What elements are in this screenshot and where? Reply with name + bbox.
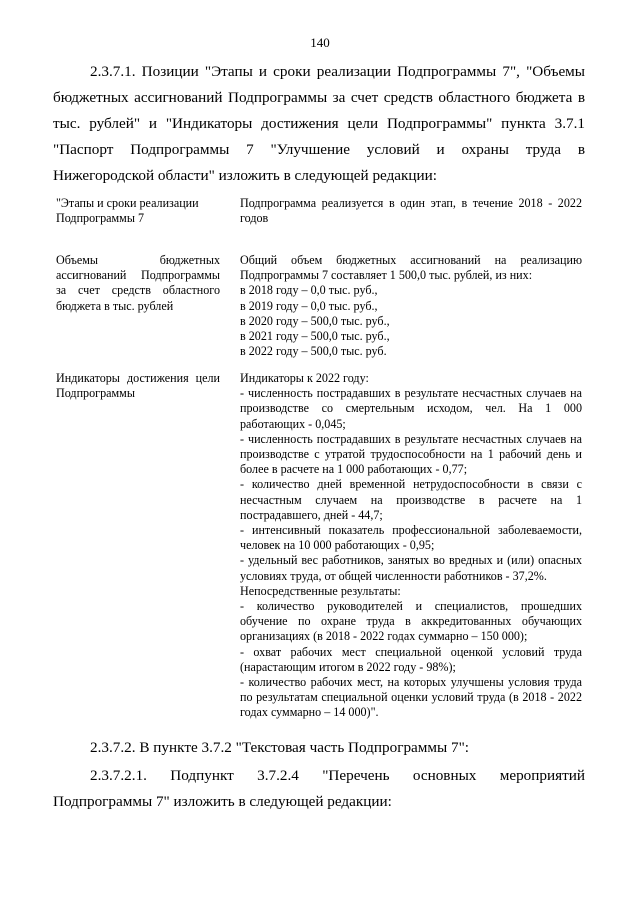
result-item: - охват рабочих мест специальной оценкой условий труда (нарастающим итогом в 2022 году - 98%);	[240, 644, 582, 674]
page-number: 140	[310, 35, 330, 50]
budget-year: в 2018 году – 0,0 тыс. руб.,	[240, 283, 378, 298]
indicator-item: - интенсивный показатель профессиональной заболеваемости, человек на 10 000 работающих - 0,95;	[240, 523, 582, 553]
indicator-item: - удельный вес работников, занятых во вредных и (или) опасных условиях труда, от общей численности работников - 37,2%.	[240, 553, 582, 583]
budget-year: в 2022 году – 500,0 тыс. руб.	[240, 344, 387, 359]
stages-label: "Этапы и сроки реализации Подпрограммы 7	[56, 196, 199, 226]
budget-year: в 2021 году – 500,0 тыс. руб.,	[240, 329, 390, 344]
passport-table	[56, 196, 582, 730]
intro-paragraph: 2.3.7.1. Позиции "Этапы и сроки реализации Подпрограммы 7", "Объемы бюджетных ассигнований Подпрограммы за счет средств областного бюджета в тыс. рублей" и "Индикаторы достижения цели Подпрограммы" пункта 3.7.1 "Паспорт Подпрограммы 7 "Улучшение условий и охраны труда в Нижегородской области" изложить в следующей редакции:	[53, 63, 585, 184]
indicators-heading: Индикаторы к 2022 году:	[240, 371, 369, 385]
subpoint-paragraph: 2.3.7.2.1. Подпункт 3.7.2.4 "Перечень основных мероприятий Подпрограммы 7" изложить в следующей редакции:	[53, 767, 585, 810]
stages-text: Подпрограмма реализуется в один этап, в течение 2018 - 2022 годов	[240, 196, 582, 226]
indicators-label: Индикаторы достижения цели Подпрограммы	[56, 371, 220, 401]
budget-label: Объемы бюджетных ассигнований Подпрограммы за счет средств областного бюджета в тыс. рублей	[56, 253, 220, 313]
results-heading: Непосредственные результаты:	[240, 583, 401, 598]
passport-row-indicators	[56, 371, 582, 721]
indicator-item: - численность пострадавших в результате несчастных случаев на производстве со смертельным исходом, чел. На 1 000 работающих - 0,045;	[240, 386, 582, 431]
indicator-item: - количество дней временной нетрудоспособности в связи с несчастным случаем на производстве в расчете на 1 пострадавшего, дней - 44,7;	[240, 477, 582, 522]
indicator-item: - численность пострадавших в результате несчастных случаев на производстве с утратой трудоспособности на 1 рабочий день и более в расчете на 1 000 работающих - 0,77;	[240, 431, 582, 477]
subsection-paragraph: 2.3.7.2. В пункте 3.7.2 "Текстовая часть Подпрограммы 7":	[90, 739, 470, 756]
indicators-content	[240, 371, 582, 721]
budget-year: в 2020 году – 500,0 тыс. руб.,	[240, 313, 390, 328]
budget-year: в 2019 году – 0,0 тыс. руб.,	[240, 298, 378, 313]
result-item: - количество руководителей и специалистов, прошедших обучение по охране труда в аккредитованных обучающих организациях (в 2018 - 2022 годах суммарно – 150 000);	[240, 599, 582, 644]
result-item: - количество рабочих мест, на которых улучшены условия труда по результатам специальной оценки условий труда (в 2018 - 2022 годах суммарно – 14 000)".	[240, 675, 582, 720]
passport-row-budget	[56, 253, 582, 362]
budget-content	[240, 253, 582, 362]
passport-row-stages	[56, 196, 582, 244]
budget-summary: Общий объем бюджетных ассигнований на реализацию Подпрограммы 7 составляет 1 500,0 тыс. рублей, из них:	[240, 253, 582, 283]
